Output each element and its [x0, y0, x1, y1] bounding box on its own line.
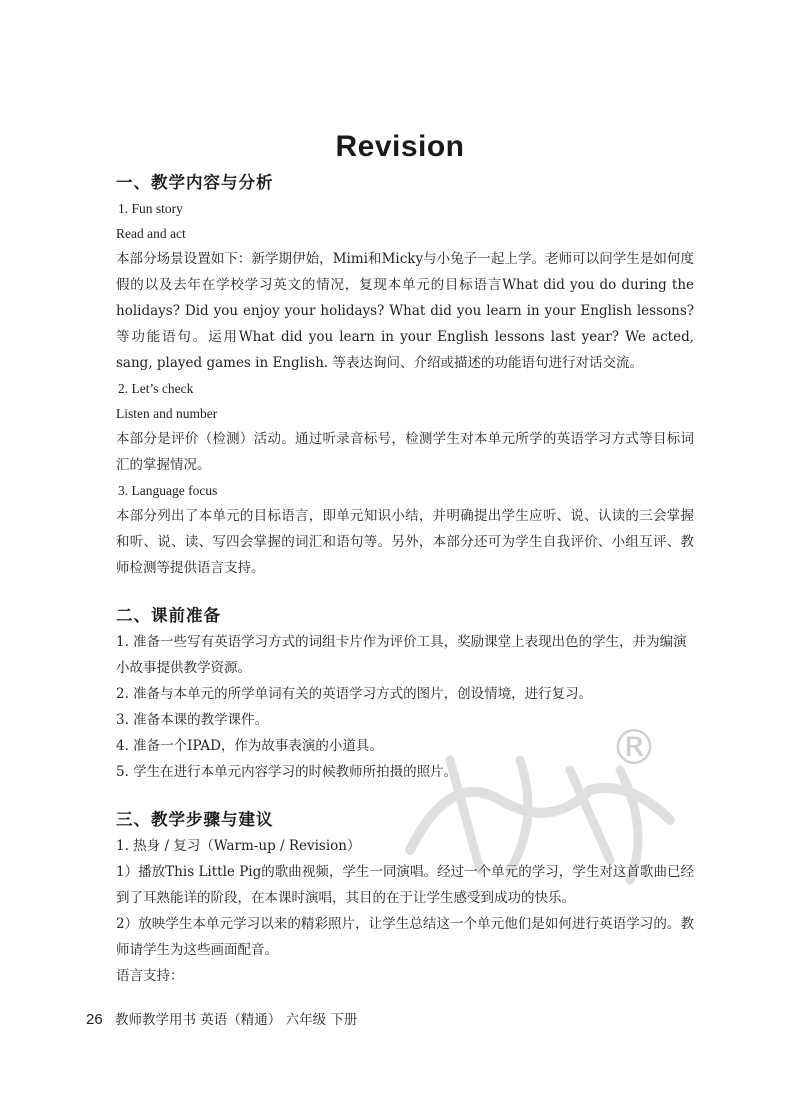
prep-item: 5. 学生在进行本单元内容学习的时候教师所拍摄的照片。 — [116, 764, 458, 780]
lets-check-paragraph: 本部分是评价（检测）活动。通过听录音标号，检测学生对本单元所学的英语学习方式等目标词汇的掌握情况。 — [116, 431, 694, 473]
fun-story-paragraph: 本部分场景设置如下：新学期伊始，Mimi和Micky与小兔子一起上学。老师可以问学生是如何度假的以及去年在学校学习英文的情况，复现本单元的目标语言What did you do during the holidays? Did you enjoy your holidays? What did you learn in your English lessons? 等功能语句。运用What did you learn in your English lessons last year? We acted, sang, played games in English. 等表达询问、介绍或描述的功能语句进行对话交流。 — [116, 251, 694, 371]
book-title: 教师教学用书 英语（精通） 六年级 下册 — [114, 1012, 358, 1028]
listen-number-label: Listen and number — [116, 406, 218, 421]
step1-paragraph-2: 2）放映学生本单元学习以来的精彩照片，让学生总结这一个单元他们是如何进行英语学习的。教师请学生为这些画面配音。 — [116, 916, 694, 958]
page-title: Revision — [335, 130, 465, 163]
prep-item: 3. 准备本课的教学课件。 — [116, 712, 269, 728]
page-number: 26 — [86, 1011, 103, 1028]
read-act-label: Read and act — [116, 226, 186, 241]
section1-heading: 一、教学内容与分析 — [116, 173, 274, 192]
prep-item: 1. 准备一些写有英语学习方式的词组卡片作为评价工具，奖励课堂上表现出色的学生，并为编演小故事提供教学资源。 — [116, 634, 687, 676]
step1-subheading: 1. 热身 / 复习（Warm-up / Revision） — [116, 838, 361, 854]
language-support-label: 语言支持： — [116, 968, 184, 984]
prep-item: 4. 准备一个IPAD，作为故事表演的小道具。 — [116, 738, 383, 754]
language-focus-subheading: 3. Language focus — [118, 483, 218, 498]
prep-item: 2. 准备与本单元的所学单词有关的英语学习方式的图片，创设情境，进行复习。 — [116, 686, 593, 702]
page-footer — [86, 1008, 357, 1028]
language-focus-paragraph: 本部分列出了本单元的目标语言，即单元知识小结，并明确提出学生应听、说、认读的三会掌握和听、说、读、写四会掌握的词汇和语句等。另外，本部分还可为学生自我评价、小组互评、教师检测等提供语言支持。 — [116, 508, 694, 576]
step1-paragraph-1: 1）播放This Little Pig的歌曲视频，学生一同演唱。经过一个单元的学习，学生对这首歌曲已经到了耳熟能详的阶段，在本课时演唱，其目的在于让学生感受到成功的快乐。 — [116, 864, 694, 906]
section2-heading: 二、课前准备 — [116, 606, 221, 625]
registered-mark: ® — [610, 720, 658, 776]
section3-heading: 三、教学步骤与建议 — [116, 810, 274, 829]
lets-check-subheading: 2. Let’s check — [118, 381, 194, 396]
section-spacer — [116, 581, 694, 603]
fun-story-subheading: 1. Fun story — [118, 201, 183, 216]
